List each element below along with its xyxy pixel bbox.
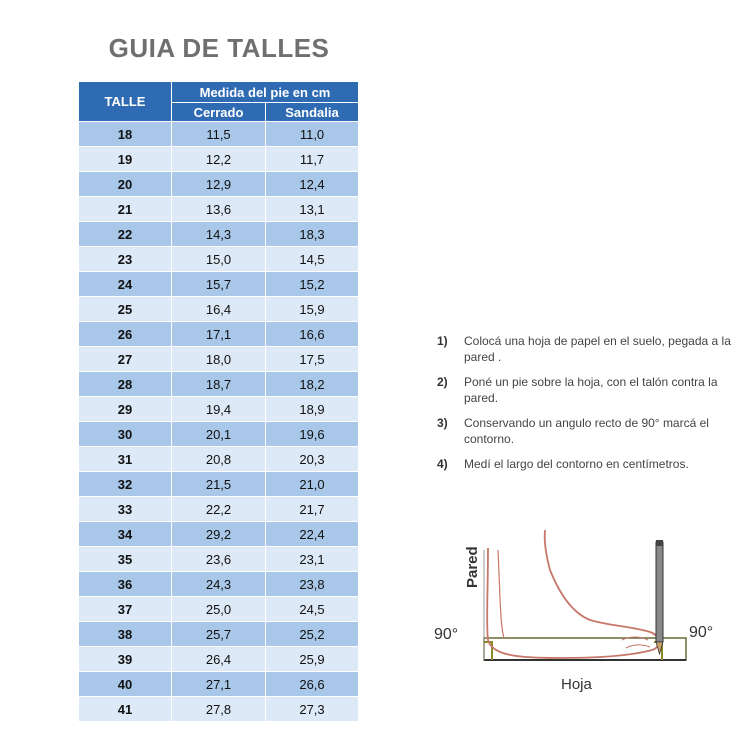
talle-cell: 41 [79, 697, 172, 722]
cerrado-cell: 27,8 [172, 697, 266, 722]
talle-cell: 34 [79, 522, 172, 547]
instruction-step [437, 333, 737, 365]
cerrado-cell: 12,2 [172, 147, 266, 172]
talle-cell: 32 [79, 472, 172, 497]
talle-cell: 29 [79, 397, 172, 422]
header-sandalia: Sandalia [266, 103, 359, 122]
cerrado-cell: 19,4 [172, 397, 266, 422]
talle-cell: 35 [79, 547, 172, 572]
table-row [79, 472, 359, 497]
header-cerrado: Cerrado [172, 103, 266, 122]
talle-cell: 28 [79, 372, 172, 397]
table-row [79, 247, 359, 272]
sandalia-cell: 15,9 [266, 297, 359, 322]
sandalia-cell: 13,1 [266, 197, 359, 222]
cerrado-cell: 16,4 [172, 297, 266, 322]
cerrado-cell: 15,7 [172, 272, 266, 297]
talle-cell: 36 [79, 572, 172, 597]
table-row [79, 647, 359, 672]
cerrado-cell: 20,8 [172, 447, 266, 472]
table-row [79, 522, 359, 547]
talle-cell: 27 [79, 347, 172, 372]
talle-cell: 18 [79, 122, 172, 147]
sandalia-cell: 15,2 [266, 272, 359, 297]
talle-cell: 40 [79, 672, 172, 697]
talle-cell: 20 [79, 172, 172, 197]
sandalia-cell: 25,2 [266, 622, 359, 647]
table-row [79, 547, 359, 572]
talle-cell: 24 [79, 272, 172, 297]
sandalia-cell: 20,3 [266, 447, 359, 472]
cerrado-cell: 20,1 [172, 422, 266, 447]
cerrado-cell: 25,0 [172, 597, 266, 622]
table-row [79, 297, 359, 322]
instructions-list [437, 333, 737, 481]
talle-cell: 23 [79, 247, 172, 272]
talle-cell: 26 [79, 322, 172, 347]
sandalia-cell: 19,6 [266, 422, 359, 447]
talle-cell: 37 [79, 597, 172, 622]
cerrado-cell: 18,7 [172, 372, 266, 397]
table-row [79, 422, 359, 447]
sandalia-cell: 16,6 [266, 322, 359, 347]
page-title: GUIA DE TALLES [108, 33, 330, 63]
talle-cell: 25 [79, 297, 172, 322]
talle-cell: 22 [79, 222, 172, 247]
sandalia-cell: 17,5 [266, 347, 359, 372]
cerrado-cell: 17,1 [172, 322, 266, 347]
sandalia-cell: 11,0 [266, 122, 359, 147]
table-row [79, 697, 359, 722]
step-number: 3) [437, 416, 448, 430]
table-row [79, 272, 359, 297]
cerrado-cell: 18,0 [172, 347, 266, 372]
cerrado-cell: 21,5 [172, 472, 266, 497]
sandalia-cell: 25,9 [266, 647, 359, 672]
table-row [79, 597, 359, 622]
sandalia-cell: 21,0 [266, 472, 359, 497]
cerrado-cell: 23,6 [172, 547, 266, 572]
talle-cell: 30 [79, 422, 172, 447]
cerrado-cell: 12,9 [172, 172, 266, 197]
cerrado-cell: 27,1 [172, 672, 266, 697]
cerrado-cell: 24,3 [172, 572, 266, 597]
table-row [79, 497, 359, 522]
pencil-icon [656, 540, 663, 654]
hoja-label: Hoja [561, 676, 592, 693]
sandalia-cell: 21,7 [266, 497, 359, 522]
sandalia-cell: 18,3 [266, 222, 359, 247]
sandalia-cell: 23,1 [266, 547, 359, 572]
table-row [79, 197, 359, 222]
header-talle: TALLE [79, 82, 172, 122]
talle-cell: 38 [79, 622, 172, 647]
step-number: 2) [437, 375, 448, 389]
angle-left-label: 90° [434, 626, 459, 643]
talle-cell: 21 [79, 197, 172, 222]
instruction-step [437, 415, 737, 447]
table-row [79, 222, 359, 247]
cerrado-cell: 13,6 [172, 197, 266, 222]
table-row [79, 147, 359, 172]
talle-cell: 39 [79, 647, 172, 672]
table-row [79, 572, 359, 597]
sandalia-cell: 27,3 [266, 697, 359, 722]
sandalia-cell: 18,2 [266, 372, 359, 397]
table-row [79, 397, 359, 422]
sandalia-cell: 23,8 [266, 572, 359, 597]
sandalia-cell: 26,6 [266, 672, 359, 697]
step-text: Conservando un angulo recto de 90° marcá el contorno. [464, 416, 709, 446]
talle-cell: 33 [79, 497, 172, 522]
step-number: 4) [437, 457, 448, 471]
sandalia-cell: 18,9 [266, 397, 359, 422]
pared-label: Pared [464, 546, 481, 588]
cerrado-cell: 26,4 [172, 647, 266, 672]
cerrado-cell: 15,0 [172, 247, 266, 272]
table-row [79, 672, 359, 697]
size-table [78, 81, 359, 722]
step-text: Colocá una hoja de papel en el suelo, pegada a la pared . [464, 334, 731, 364]
measurement-diagram [430, 530, 730, 705]
cerrado-cell: 22,2 [172, 497, 266, 522]
instruction-step [437, 374, 737, 406]
step-text: Poné un pie sobre la hoja, con el talón contra la pared. [464, 375, 718, 405]
step-text: Medí el largo del contorno en centímetros. [464, 457, 689, 471]
sandalia-cell: 24,5 [266, 597, 359, 622]
cerrado-cell: 25,7 [172, 622, 266, 647]
table-row [79, 622, 359, 647]
table-row [79, 447, 359, 472]
table-row [79, 122, 359, 147]
sandalia-cell: 12,4 [266, 172, 359, 197]
step-number: 1) [437, 334, 448, 348]
cerrado-cell: 11,5 [172, 122, 266, 147]
sandalia-cell: 11,7 [266, 147, 359, 172]
sandalia-cell: 14,5 [266, 247, 359, 272]
table-row [79, 322, 359, 347]
talle-cell: 31 [79, 447, 172, 472]
table-row [79, 172, 359, 197]
header-medida: Medida del pie en cm [172, 82, 359, 103]
cerrado-cell: 29,2 [172, 522, 266, 547]
table-row [79, 372, 359, 397]
sandalia-cell: 22,4 [266, 522, 359, 547]
angle-right-label: 90° [689, 624, 714, 641]
talle-cell: 19 [79, 147, 172, 172]
table-row [79, 347, 359, 372]
instruction-step [437, 456, 737, 472]
cerrado-cell: 14,3 [172, 222, 266, 247]
